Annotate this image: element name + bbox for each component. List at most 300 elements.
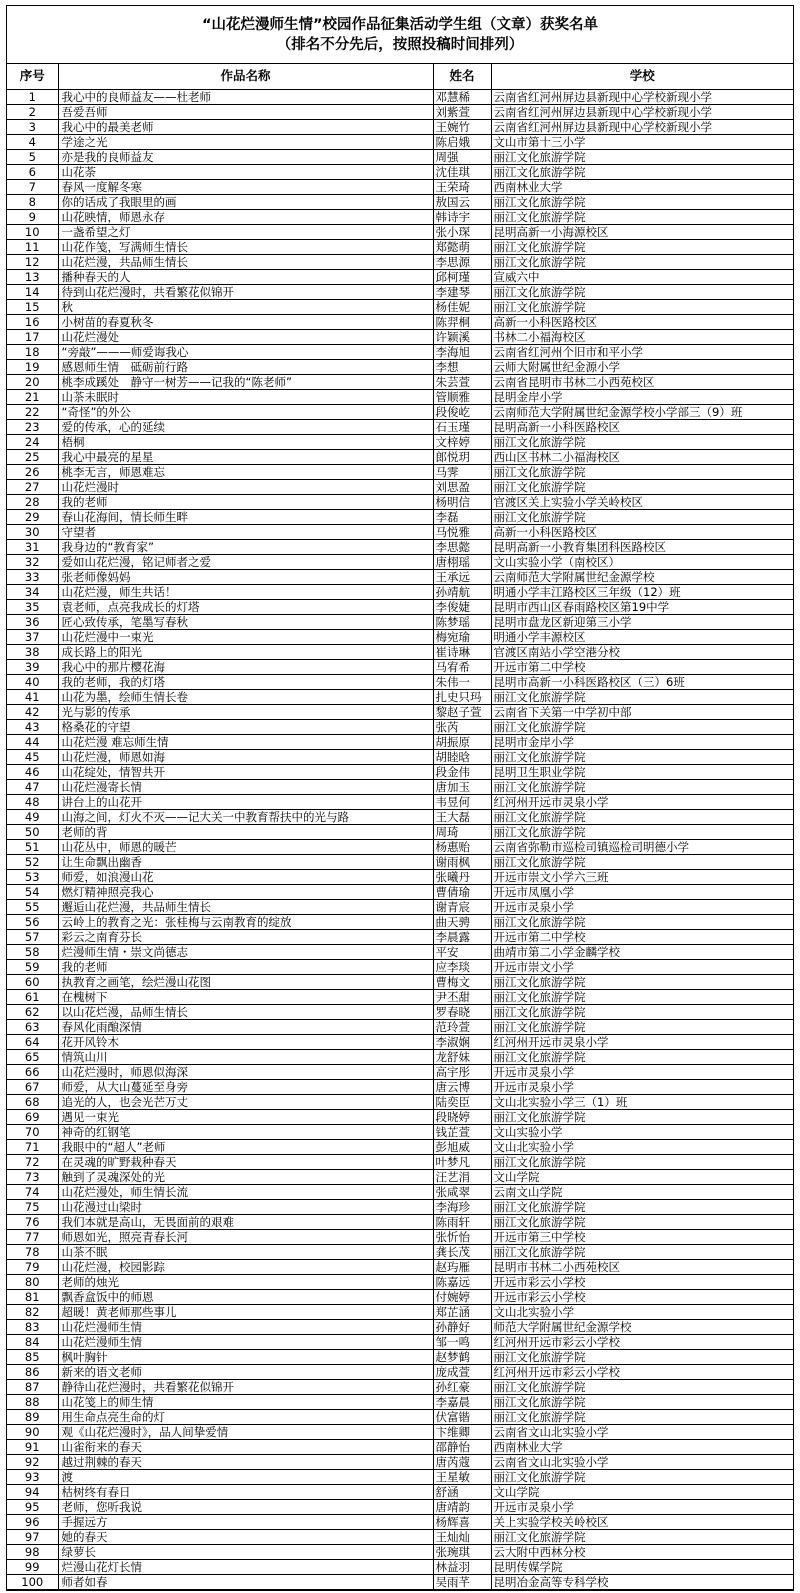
row-number: 19 xyxy=(7,359,58,374)
table-row xyxy=(7,539,793,554)
author-name: 李晨露 xyxy=(433,929,491,944)
work-title: 匠心致传承，笔墨写春秋 xyxy=(58,614,433,629)
author-name: 李建琴 xyxy=(433,284,491,299)
work-title: 学途之光 xyxy=(58,134,433,149)
author-name: 马悦雅 xyxy=(433,524,491,539)
table-row xyxy=(7,479,793,494)
row-number: 37 xyxy=(7,629,58,644)
work-title: 绿萝长 xyxy=(58,1544,433,1559)
author-name: 许颖溪 xyxy=(433,329,491,344)
school-name: 云南师范大学附属世纪金源学校 xyxy=(491,569,793,584)
school-name: 书林二小福海校区 xyxy=(491,329,793,344)
work-title: 山花漫过山梁时 xyxy=(58,1199,433,1214)
table-row xyxy=(7,449,793,464)
work-title: 小树苗的春夏秋冬 xyxy=(58,314,433,329)
work-title: 渡 xyxy=(58,1469,433,1484)
author-name: 王星敏 xyxy=(433,1469,491,1484)
school-name: 关上实验学校关岭校区 xyxy=(491,1514,793,1529)
row-number: 67 xyxy=(7,1079,58,1094)
school-name: 丽江文化旅游学院 xyxy=(491,464,793,479)
row-number: 46 xyxy=(7,764,58,779)
table-row xyxy=(7,1154,793,1169)
table-row xyxy=(7,494,793,509)
row-number: 75 xyxy=(7,1199,58,1214)
table-row xyxy=(7,1259,793,1274)
award-list-sheet xyxy=(6,5,794,1591)
school-name: 开远市崇文小学 xyxy=(491,959,793,974)
table-row xyxy=(7,914,793,929)
author-name: 孙靖航 xyxy=(433,584,491,599)
work-title: 静待山花烂漫时，共看繁花似锦开 xyxy=(58,1379,433,1394)
school-name: 云南文山学院 xyxy=(491,1184,793,1199)
row-number: 53 xyxy=(7,869,58,884)
header-name: 姓名 xyxy=(433,64,491,89)
author-name: 梅宛瑜 xyxy=(433,629,491,644)
school-name: 师范大学附属世纪金源学校 xyxy=(491,1319,793,1334)
row-number: 39 xyxy=(7,659,58,674)
table-row xyxy=(7,1049,793,1064)
author-name: 张咸翠 xyxy=(433,1184,491,1199)
work-title: 遇见一束光 xyxy=(58,1109,433,1124)
school-name: 丽江文化旅游学院 xyxy=(491,1109,793,1124)
row-number: 17 xyxy=(7,329,58,344)
row-number: 9 xyxy=(7,209,58,224)
table-row xyxy=(7,314,793,329)
table-row xyxy=(7,974,793,989)
table-row xyxy=(7,929,793,944)
school-name: 丽江文化旅游学院 xyxy=(491,1154,793,1169)
school-name: 丽江文化旅游学院 xyxy=(491,974,793,989)
row-number: 32 xyxy=(7,554,58,569)
work-title: “旁敲”———师爱诲我心 xyxy=(58,344,433,359)
table-row xyxy=(7,1214,793,1229)
school-name: 开远市彩云小学校 xyxy=(491,1274,793,1289)
work-title: 秋 xyxy=(58,299,433,314)
author-name: 石玉瑾 xyxy=(433,419,491,434)
table-row xyxy=(7,209,793,224)
table-row xyxy=(7,299,793,314)
table-row xyxy=(7,1199,793,1214)
work-title: 她的春天 xyxy=(58,1529,433,1544)
work-title: “奇怪”的外公 xyxy=(58,404,433,419)
author-name: 李海珍 xyxy=(433,1199,491,1214)
work-title: 在灵魂的旷野栽种春天 xyxy=(58,1154,433,1169)
table-row xyxy=(7,389,793,404)
work-title: 山花烂漫时，师恩似海深 xyxy=(58,1064,433,1079)
title-line-1: “山花烂漫师生情”校园作品征集活动学生组（文章）获奖名单 xyxy=(201,17,599,33)
school-name: 云南省红河州屏边县新现中心学校新现小学 xyxy=(491,104,793,119)
table-row xyxy=(7,1004,793,1019)
author-name: 高宇彤 xyxy=(433,1064,491,1079)
author-name: 张芮 xyxy=(433,719,491,734)
school-name: 云师大附属世纪金源小学 xyxy=(491,359,793,374)
school-name: 丽江文化旅游学院 xyxy=(491,284,793,299)
author-name: 王大磊 xyxy=(433,809,491,824)
school-name: 开远市灵泉小学 xyxy=(491,899,793,914)
work-title: 山花烂漫处，师生情长流 xyxy=(58,1184,433,1199)
row-number: 61 xyxy=(7,989,58,1004)
school-name: 昆明高新一小海源校区 xyxy=(491,224,793,239)
table-row xyxy=(7,1409,793,1424)
work-title: 春山花海间，情长师生畔 xyxy=(58,509,433,524)
row-number: 10 xyxy=(7,224,58,239)
work-title: 情筑山川 xyxy=(58,1049,433,1064)
school-name: 丽江文化旅游学院 xyxy=(491,779,793,794)
table-row xyxy=(7,1439,793,1454)
author-name: 应李琰 xyxy=(433,959,491,974)
row-number: 50 xyxy=(7,824,58,839)
author-name: 李磊 xyxy=(433,509,491,524)
work-title: 云岭上的教育之光：张桂梅与云南教育的绽放 xyxy=(58,914,433,929)
school-name: 丽江文化旅游学院 xyxy=(491,434,793,449)
school-name: 高新一小科医路校区 xyxy=(491,524,793,539)
author-name: 敖国云 xyxy=(433,194,491,209)
row-number: 3 xyxy=(7,119,58,134)
table-row xyxy=(7,1094,793,1109)
row-number: 42 xyxy=(7,704,58,719)
table-row xyxy=(7,149,793,164)
school-name: 文山北实验小学 xyxy=(491,1139,793,1154)
work-title: 以山花烂漫，品师生情长 xyxy=(58,1004,433,1019)
school-name: 丽江文化旅游学院 xyxy=(491,1409,793,1424)
work-title: 枫叶胸针 xyxy=(58,1349,433,1364)
school-name: 红河州开远市灵泉小学 xyxy=(491,1034,793,1049)
work-title: 观《山花烂漫时》，品人间挚爱情 xyxy=(58,1424,433,1439)
work-title: 山花烂漫，校园影踪 xyxy=(58,1259,433,1274)
author-name: 扎史只玛 xyxy=(433,689,491,704)
school-name: 丽江文化旅游学院 xyxy=(491,509,793,524)
work-title: 花开风铃木 xyxy=(58,1034,433,1049)
table-row xyxy=(7,1544,793,1559)
table-row xyxy=(7,584,793,599)
author-name: 尹丕甜 xyxy=(433,989,491,1004)
author-name: 周强 xyxy=(433,149,491,164)
row-number: 6 xyxy=(7,164,58,179)
table-row xyxy=(7,1139,793,1154)
table-row xyxy=(7,884,793,899)
author-name: 陆奕臣 xyxy=(433,1094,491,1109)
row-number: 87 xyxy=(7,1379,58,1394)
work-title: 山花作笺，写满师生情长 xyxy=(58,239,433,254)
table-row xyxy=(7,1319,793,1334)
school-name: 官渡区关上实验小学关岭校区 xyxy=(491,494,793,509)
row-number: 93 xyxy=(7,1469,58,1484)
table-row xyxy=(7,734,793,749)
school-name: 丽江文化旅游学院 xyxy=(491,719,793,734)
school-name: 云南省文山北实验小学 xyxy=(491,1424,793,1439)
table-row xyxy=(7,164,793,179)
table-row xyxy=(7,1574,793,1589)
row-number: 88 xyxy=(7,1394,58,1409)
school-name: 昆明金岸小学 xyxy=(491,389,793,404)
table-row xyxy=(7,944,793,959)
author-name: 卞维卿 xyxy=(433,1424,491,1439)
author-name: 段晓婷 xyxy=(433,1109,491,1124)
table-row xyxy=(7,179,793,194)
table-row xyxy=(7,1499,793,1514)
row-number: 69 xyxy=(7,1109,58,1124)
work-title: 触到了灵魂深处的光 xyxy=(58,1169,433,1184)
row-number: 74 xyxy=(7,1184,58,1199)
table-row xyxy=(7,809,793,824)
row-number: 92 xyxy=(7,1454,58,1469)
school-name: 开远市灵泉小学 xyxy=(491,1499,793,1514)
school-name: 丽江文化旅游学院 xyxy=(491,1019,793,1034)
author-name: 马宥希 xyxy=(433,659,491,674)
work-title: 山海之间，灯火不灭——记大关一中教育帮扶中的光与路 xyxy=(58,809,433,824)
work-title: 桃李无言，师恩难忘 xyxy=(58,464,433,479)
work-title: 山花烂漫中一束光 xyxy=(58,629,433,644)
school-name: 昆明高新一小教育集团科医路校区 xyxy=(491,539,793,554)
row-number: 7 xyxy=(7,179,58,194)
school-name: 云大附中西林分校 xyxy=(491,1544,793,1559)
table-row xyxy=(7,554,793,569)
work-title: 你的话成了我眼里的画 xyxy=(58,194,433,209)
work-title: 山花烂漫，师生共话！ xyxy=(58,584,433,599)
work-title: 老师的背 xyxy=(58,824,433,839)
work-title: 山雀衔来的春天 xyxy=(58,1439,433,1454)
author-name: 朱芸萱 xyxy=(433,374,491,389)
work-title: 春风化雨酿深情 xyxy=(58,1019,433,1034)
row-number: 5 xyxy=(7,149,58,164)
work-title: 山花烂漫师生情 xyxy=(58,1319,433,1334)
school-name: 昆明市金岸小学 xyxy=(491,734,793,749)
school-name: 开远市第二中学校 xyxy=(491,659,793,674)
row-number: 82 xyxy=(7,1304,58,1319)
table-header-row xyxy=(7,64,793,89)
work-title: 播种春天的人 xyxy=(58,269,433,284)
school-name: 云南省下关第一中学初中部 xyxy=(491,704,793,719)
school-name: 丽江文化旅游学院 xyxy=(491,1349,793,1364)
table-row xyxy=(7,1379,793,1394)
row-number: 40 xyxy=(7,674,58,689)
school-name: 丽江文化旅游学院 xyxy=(491,209,793,224)
row-number: 95 xyxy=(7,1499,58,1514)
work-title: 越过荆棘的春天 xyxy=(58,1454,433,1469)
work-title: 待到山花烂漫时，共看繁花似锦开 xyxy=(58,284,433,299)
row-number: 62 xyxy=(7,1004,58,1019)
school-name: 昆明市高新一小科医路校区（三）6班 xyxy=(491,674,793,689)
row-number: 29 xyxy=(7,509,58,524)
school-name: 丽江文化旅游学院 xyxy=(491,824,793,839)
row-number: 70 xyxy=(7,1124,58,1139)
table-row xyxy=(7,764,793,779)
table-row xyxy=(7,1304,793,1319)
author-name: 陈嘉远 xyxy=(433,1274,491,1289)
table-row xyxy=(7,1349,793,1364)
author-name: 王承远 xyxy=(433,569,491,584)
author-name: 叶梦凡 xyxy=(433,1154,491,1169)
row-number: 86 xyxy=(7,1364,58,1379)
author-name: 唐芮蔻 xyxy=(433,1454,491,1469)
author-name: 杨佳妮 xyxy=(433,299,491,314)
row-number: 59 xyxy=(7,959,58,974)
row-number: 100 xyxy=(7,1574,58,1589)
table-body xyxy=(7,89,793,1589)
author-name: 邓慧稀 xyxy=(433,89,491,104)
row-number: 54 xyxy=(7,884,58,899)
work-title: 山茶未眠时 xyxy=(58,389,433,404)
author-name: 李思懿 xyxy=(433,539,491,554)
work-title: 山花烂漫师生情 xyxy=(58,1334,433,1349)
work-title: 烂漫山花灯长情 xyxy=(58,1559,433,1574)
table-row xyxy=(7,329,793,344)
table-row xyxy=(7,629,793,644)
work-title: 我的老师，我的灯塔 xyxy=(58,674,433,689)
school-name: 丽江文化旅游学院 xyxy=(491,194,793,209)
author-name: 张曦丹 xyxy=(433,869,491,884)
row-number: 73 xyxy=(7,1169,58,1184)
school-name: 丽江文化旅游学院 xyxy=(491,1394,793,1409)
row-number: 66 xyxy=(7,1064,58,1079)
row-number: 52 xyxy=(7,854,58,869)
row-number: 71 xyxy=(7,1139,58,1154)
author-name: 郎悦玥 xyxy=(433,449,491,464)
row-number: 18 xyxy=(7,344,58,359)
table-row xyxy=(7,269,793,284)
author-name: 李俊婕 xyxy=(433,599,491,614)
row-number: 14 xyxy=(7,284,58,299)
author-name: 韩诗宇 xyxy=(433,209,491,224)
author-name: 邱柯瑾 xyxy=(433,269,491,284)
row-number: 48 xyxy=(7,794,58,809)
table-row xyxy=(7,1514,793,1529)
table-row xyxy=(7,1394,793,1409)
table-row xyxy=(7,1274,793,1289)
school-name: 丽江文化旅游学院 xyxy=(491,1214,793,1229)
work-title: 光与影的传承 xyxy=(58,704,433,719)
table-row xyxy=(7,1289,793,1304)
table-row xyxy=(7,434,793,449)
table-row xyxy=(7,959,793,974)
table-row xyxy=(7,464,793,479)
school-name: 红河州开远市彩云小学校 xyxy=(491,1364,793,1379)
author-name: 张忻怡 xyxy=(433,1229,491,1244)
row-number: 47 xyxy=(7,779,58,794)
school-name: 昆明卫生职业学院 xyxy=(491,764,793,779)
row-number: 24 xyxy=(7,434,58,449)
table-row xyxy=(7,1019,793,1034)
row-number: 28 xyxy=(7,494,58,509)
school-name: 云南省文山北实验小学 xyxy=(491,1454,793,1469)
author-name: 汪艺涓 xyxy=(433,1169,491,1184)
work-title: 我心中的最美老师 xyxy=(58,119,433,134)
table-row xyxy=(7,119,793,134)
work-title: 山花荼 xyxy=(58,164,433,179)
school-name: 丽江文化旅游学院 xyxy=(491,989,793,1004)
author-name: 黎赵子萱 xyxy=(433,704,491,719)
school-name: 开远市彩云小学校 xyxy=(491,1289,793,1304)
school-name: 西山区书林二小福海校区 xyxy=(491,449,793,464)
header-school: 学校 xyxy=(491,64,793,89)
row-number: 51 xyxy=(7,839,58,854)
author-name: 舒涵 xyxy=(433,1484,491,1499)
school-name: 明通小学丰江路校区三年级（12）班 xyxy=(491,584,793,599)
work-title: 春风一度解冬寒 xyxy=(58,179,433,194)
school-name: 高新一小科医路校区 xyxy=(491,314,793,329)
author-name: 龙舒妹 xyxy=(433,1049,491,1064)
work-title: 彩云之南育芬长 xyxy=(58,929,433,944)
header-work-title: 作品名称 xyxy=(58,64,433,89)
author-name: 王灿灿 xyxy=(433,1529,491,1544)
row-number: 45 xyxy=(7,749,58,764)
school-name: 曲靖市第二小学金麟学校 xyxy=(491,944,793,959)
table-row xyxy=(7,779,793,794)
work-title: 邂逅山花烂漫，共品师生情长 xyxy=(58,899,433,914)
table-row xyxy=(7,1184,793,1199)
author-name: 朱伟一 xyxy=(433,674,491,689)
row-number: 65 xyxy=(7,1049,58,1064)
school-name: 云南省红河州个旧市和平小学 xyxy=(491,344,793,359)
school-name: 丽江文化旅游学院 xyxy=(491,164,793,179)
row-number: 49 xyxy=(7,809,58,824)
author-name: 文梓婷 xyxy=(433,434,491,449)
author-name: 谢雨枫 xyxy=(433,854,491,869)
row-number: 60 xyxy=(7,974,58,989)
row-number: 99 xyxy=(7,1559,58,1574)
table-row xyxy=(7,1034,793,1049)
author-name: 付婉婷 xyxy=(433,1289,491,1304)
title-line-2: （排名不分先后，按照投稿时间排列） xyxy=(276,37,524,53)
row-number: 55 xyxy=(7,899,58,914)
school-name: 文山学院 xyxy=(491,1169,793,1184)
work-title: 我心中最亮的星星 xyxy=(58,449,433,464)
table-row xyxy=(7,524,793,539)
author-name: 谢青宸 xyxy=(433,899,491,914)
school-name: 丽江文化旅游学院 xyxy=(491,914,793,929)
work-title: 老师，您听我说 xyxy=(58,1499,433,1514)
author-name: 郑懿萌 xyxy=(433,239,491,254)
row-number: 64 xyxy=(7,1034,58,1049)
author-name: 唐加玉 xyxy=(433,779,491,794)
work-title: 吾爱吾师 xyxy=(58,104,433,119)
school-name: 开远市第二中学校 xyxy=(491,929,793,944)
school-name: 开远市第三中学校 xyxy=(491,1229,793,1244)
table-row xyxy=(7,869,793,884)
award-table xyxy=(7,64,793,1590)
school-name: 文山北实验小学 xyxy=(491,1304,793,1319)
row-number: 13 xyxy=(7,269,58,284)
row-number: 25 xyxy=(7,449,58,464)
school-name: 昆明传媒学院 xyxy=(491,1559,793,1574)
table-row xyxy=(7,599,793,614)
row-number: 89 xyxy=(7,1409,58,1424)
work-title: 执教育之画笔，绘烂漫山花图 xyxy=(58,974,433,989)
table-row xyxy=(7,134,793,149)
author-name: 邵静怡 xyxy=(433,1439,491,1454)
author-name: 曹梅文 xyxy=(433,974,491,989)
work-title: 用生命点亮生命的灯 xyxy=(58,1409,433,1424)
row-number: 98 xyxy=(7,1544,58,1559)
work-title: 山茶不眠 xyxy=(58,1244,433,1259)
table-row xyxy=(7,1109,793,1124)
author-name: 王婉竹 xyxy=(433,119,491,134)
row-number: 80 xyxy=(7,1274,58,1289)
school-name: 文山实验小学（南校区） xyxy=(491,554,793,569)
row-number: 78 xyxy=(7,1244,58,1259)
author-name: 赵梦鹤 xyxy=(433,1349,491,1364)
work-title: 亦是我的良师益友 xyxy=(58,149,433,164)
school-name: 昆明市书林二小西苑校区 xyxy=(491,1259,793,1274)
school-name: 丽江文化旅游学院 xyxy=(491,1469,793,1484)
author-name: 曲天骋 xyxy=(433,914,491,929)
row-number: 8 xyxy=(7,194,58,209)
school-name: 明通小学丰源校区 xyxy=(491,629,793,644)
work-title: 桃李成蹊处 静守一树芳——记我的“陈老师” xyxy=(58,374,433,389)
school-name: 丽江文化旅游学院 xyxy=(491,479,793,494)
school-name: 丽江文化旅游学院 xyxy=(491,299,793,314)
school-name: 云南省昆明市书林二小西苑校区 xyxy=(491,374,793,389)
